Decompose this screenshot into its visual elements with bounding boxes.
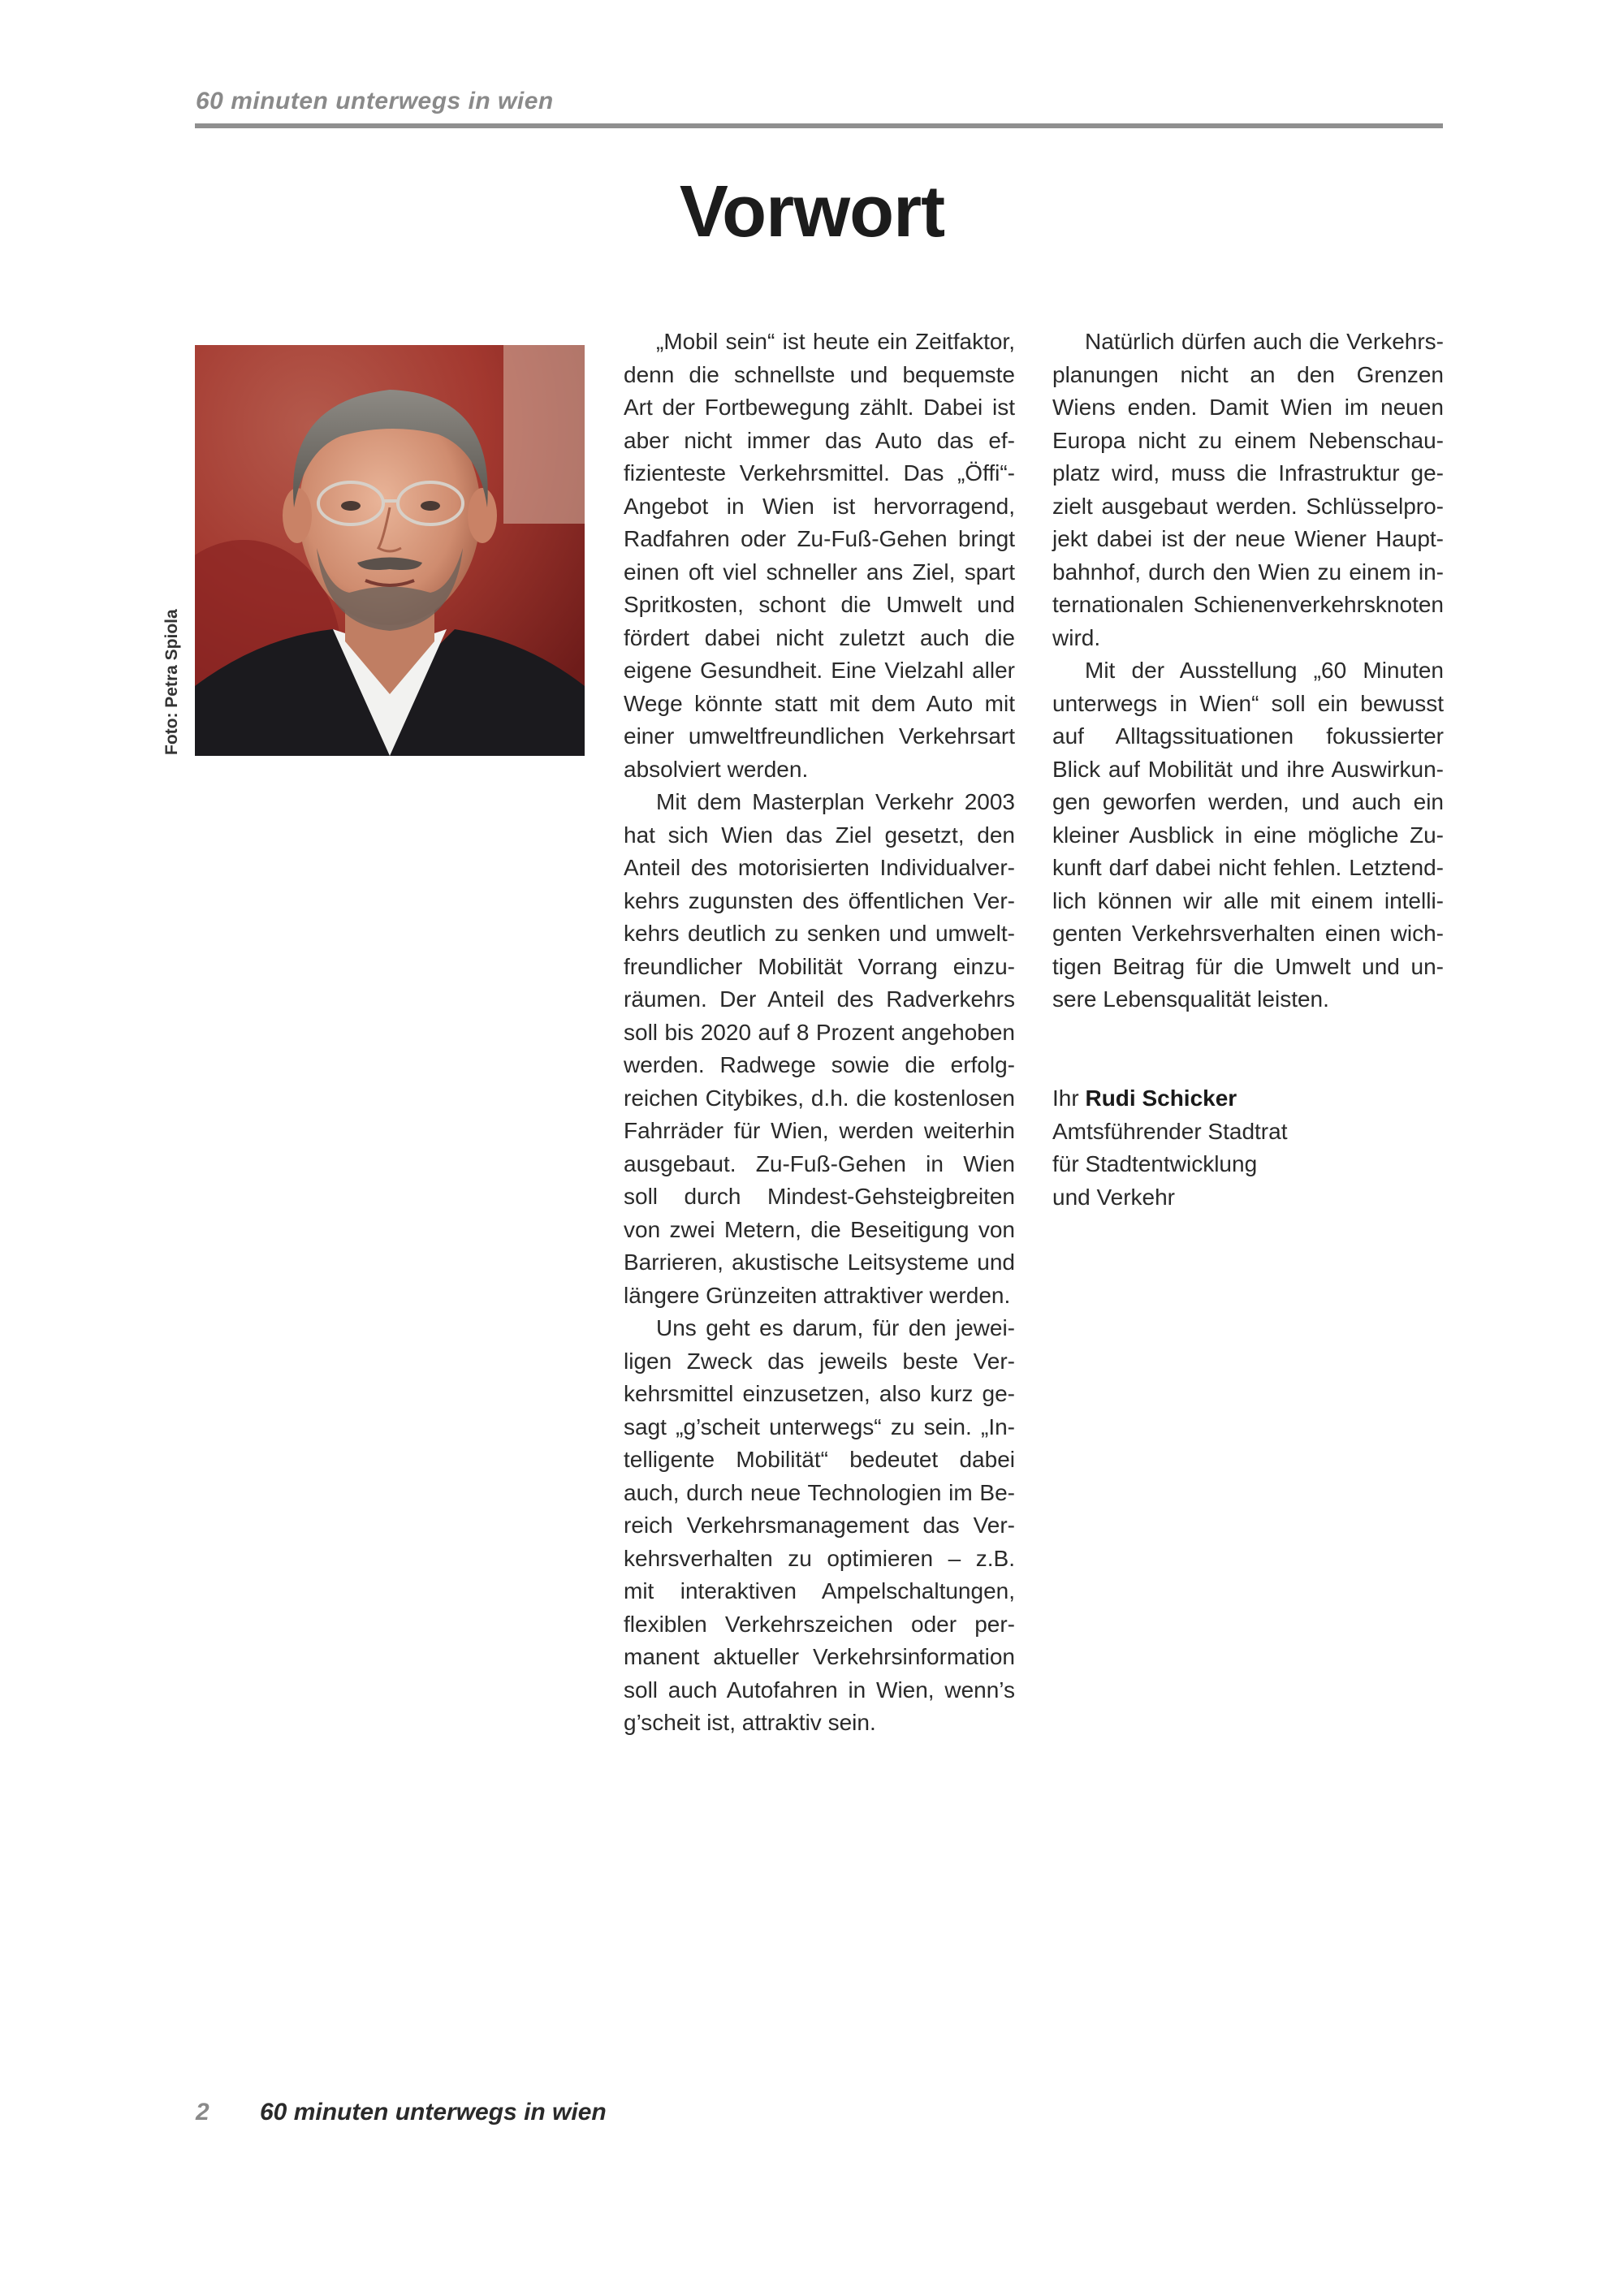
signature-name: Rudi Schicker	[1085, 1085, 1237, 1111]
paragraph: „Mobil sein“ ist heute ein Zeitfaktor, denn die schnellste und bequemste Art der Fortbewegung zählt. Dabei ist aber nicht immer das Auto das effizienteste Verkehrsmittel. Das „Öffi“-Angebot in Wien ist hervorragend, Radfahren oder Zu-Fuß-Gehen bringt einen oft viel schneller ans Ziel, spart Spritkosten, schont die Umwelt und fördert dabei nicht zuletzt auch die eigene Gesundheit. Eine Vielzahl aller Wege könnte statt mit dem Auto mit einer umweltfreundlichen Verkehrsart absolviert werden.	[624, 329, 1015, 782]
footer-page-number: 2	[196, 2099, 209, 2126]
column-middle	[624, 326, 1015, 1740]
footer-title: 60 minuten unterwegs in wien	[260, 2099, 607, 2126]
header-rule	[195, 123, 1443, 128]
photo-credit: Foto: Petra Spiola	[162, 609, 181, 755]
portrait-photo	[195, 345, 585, 756]
running-header-title: 60 minuten unterwegs in wien	[196, 88, 554, 114]
signature-role-3: und Verkehr	[1052, 1184, 1175, 1210]
paragraph: Mit der Ausstellung „60 Minuten unterwegs in Wien“ soll ein bewusst auf Alltagssituationen fokussierter Blick auf Mobilität und ihre Auswirkungen geworfen werden, und auch ein kleiner Ausblick in eine mögliche Zukunft darf dabei nicht fehlen. Letztendlich können wir alle mit einem intelligenten Verkehrsverhalten einen wichtigen Beitrag für die Umwelt und unsere Lebensqualität leisten.	[1052, 658, 1444, 1012]
paragraph: Mit dem Masterplan Verkehr 2003 hat sich Wien das Ziel gesetzt, den Anteil des motorisierten Individualverkehrs zugunsten des öffentlichen Verkehrs deutlich zu senken und umweltfreundlicher Mobilität Vorrang einzuräumen. Der Anteil des Radverkehrs soll bis 2020 auf 8 Prozent angehoben werden. Radwege sowie die erfolgreichen Citybikes, d.h. die kostenlosen Fahrräder für Wien, werden weiterhin ausgebaut. Zu-Fuß-Gehen in Wien soll durch Mindest-Gehsteigbreiten von zwei Metern, die Beseitigung von Barrieren, akustische Leitsysteme und längere Grünzeiten attraktiver werden.	[624, 789, 1015, 1308]
page-title: Vorwort	[679, 171, 945, 252]
column-right	[1052, 326, 1444, 1016]
signature-prefix: Ihr	[1052, 1085, 1079, 1111]
signature-block	[1052, 1082, 1444, 1214]
paragraph: Uns geht es darum, für den jeweiligen Zweck das jeweils beste Verkehrsmittel einzusetzen, also kurz gesagt „g’scheit unterwegs“ zu sein. „Intelligente Mobilität“ bedeutet dabei auch, durch neue Technologien im Bereich Verkehrsmanagement das Verkehrsverhalten zu optimieren – z.B. mit interaktiven Ampelschaltungen, flexiblen Verkehrszeichen oder permanent aktueller Verkehrsinformation soll auch Autofahren in Wien, wenn’s g’scheit ist, attraktiv sein.	[624, 1315, 1015, 1735]
signature-name-line	[1052, 1082, 1444, 1116]
paragraph: Natürlich dürfen auch die Verkehrsplanungen nicht an den Grenzen Wiens enden. Damit Wien im neuen Europa nicht zu einem Nebenschauplatz wird, muss die Infrastruktur gezielt ausgebaut werden. Schlüsselprojekt dabei ist der neue Wiener Hauptbahnhof, durch den Wien zu einem internationalen Schienenverkehrsknoten wird.	[1052, 329, 1444, 650]
signature-role-1: Amtsführender Stadtrat	[1052, 1118, 1288, 1144]
signature-role-2: für Stadtentwicklung	[1052, 1151, 1258, 1176]
